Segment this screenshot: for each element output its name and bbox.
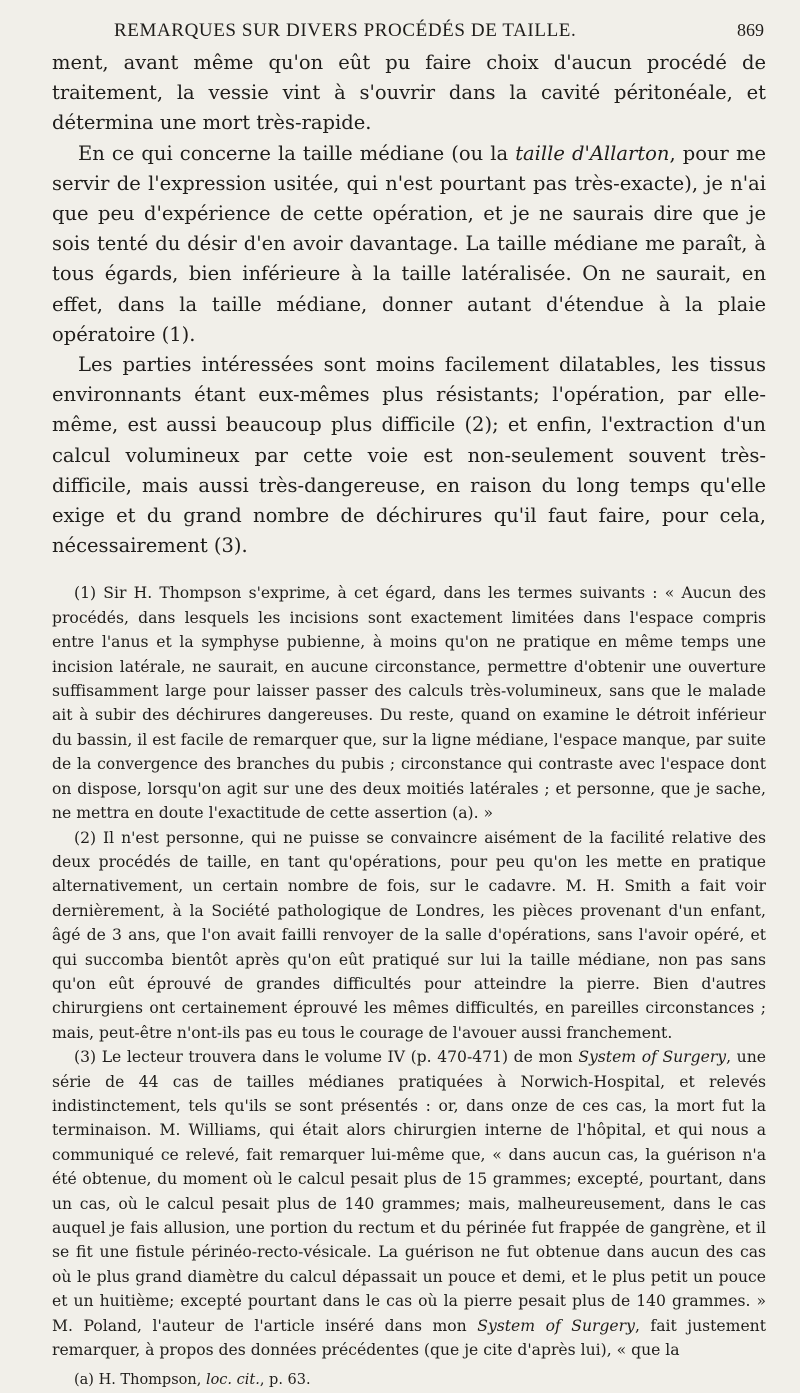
footnote-1: (1) Sir H. Thompson s'exprime, à cet égard, dans les termes suivants : « Aucun des procédés, dans lesquels les incisions sont exactement limitées dans l'espace compris entre l'anus et la symphyse pubienne, à moins qu'on ne pratique en même temps une incision latérale, ne saurait, en aucune circonstance, permettre d'obtenir une ouverture suffisamment large pour laisser passer des calculs très-volumineux, sans que le malade ait à subir des déchirures dangereuses. Du reste, quand on examine le détroit inférieur du bassin, il est facile de remarquer que, sur la ligne médiane, l'espace manque, par suite de la convergence des branches du pubis ; circonstance qui contraste avec l'espace dont on dispose, lorsqu'on agit sur une des deux moitiés latérales ; et personne, que je sache, ne mettra en doute l'exactitude de cette assertion (a). » xyxy=(52,584,766,823)
footnote-a-italic: loc. cit. xyxy=(205,1372,260,1389)
paragraph-2-italic: taille d'Allarton xyxy=(515,141,670,165)
page-header xyxy=(52,12,766,48)
footnote-2: (2) Il n'est personne, qui ne puisse se convaincre aisément de la facilité relative des deux procédés de taille, en tant qu'opérations, pour peu qu'on les mette en pratique alternativement, un certain nombre de fois, sur le cadavre. M. H. Smith a fait voir dernièrement, à la Société pathologique de Londres, les pièces provenant d'un enfant, âgé de 3 ans, que l'on avait failli renvoyer de la salle d'opérations, sans l'avoir opéré, et qui succomba bientôt après qu'on eût pratiqué sur lui la taille médiane, non pas sans qu'on eût éprouvé de grandes difficultés pour atteindre la pierre. Bien d'autres chirurgiens ont certainement éprouvé les mêmes difficultés, en pareilles circonstances ; mais, peut-être n'ont-ils pas eu tous le courage de l'avouer aussi franchement. xyxy=(52,828,766,1042)
book-page xyxy=(52,12,766,1393)
footnotes xyxy=(52,581,766,1392)
paragraph-2-start: En ce qui concerne la taille médiane (ou la xyxy=(78,141,516,165)
running-head: REMARQUES SUR DIVERS PROCÉDÉS DE TAILLE. xyxy=(114,20,577,41)
paragraph-2-end: , pour me servir de l'expression usitée, qui n'est pourtant pas très-exacte), je n'ai que peu d'expérience de cette opération, et je ne saurais dire que je sois tenté du désir d'en avoir davantage. La taille médiane me paraît, à tous égards, bien inférieure à la taille latéralisée. On ne saurait, en effet, dans la taille médiane, donner autant d'étendue à la plaie opératoire (1). xyxy=(52,141,766,346)
main-text xyxy=(52,48,766,561)
footnote-3-part-c: , fait justement remarquer, à propos des données précédentes (que je cite d'après lui), « que la xyxy=(52,1316,766,1360)
paragraph-3: Les parties intéressées sont moins facilement dilatables, les tissus environnants étant eux-mêmes plus résistants; l'opération, par elle-même, est aussi beaucoup plus difficile (2); et enfin, l'extraction d'un calcul volumineux par cette voie est non-seulement souvent très-difficile, mais aussi très-dangereuse, en raison du long temps qu'elle exige et du grand nombre de déchirures qu'il faut faire, pour cela, nécessairement (3). xyxy=(52,353,766,558)
footnote-a-start: (a) H. Thompson, xyxy=(74,1372,206,1389)
footnote-a xyxy=(52,1368,766,1392)
footnote-3-part-b: , une série de 44 cas de tailles médianes pratiquées à Norwich-Hospital, et relevés indistinctement, tels qu'ils se sont présentés : or, dans onze de ces cas, la mort fut la terminaison. M. Williams, qui était alors chirurgien interne de l'hôpital, et qui nous a communiqué ce relevé, fait remarquer lui-même que, « dans aucun cas, la guérison n'a été obtenue, du moment où le calcul pesait plus de 15 grammes; excepté, pourtant, dans un cas, où le calcul pesait plus de 140 grammes; mais, malheureusement, dans le cas auquel je fais allusion, une portion du rectum et du périnée fut frappée de gangrène, et il se fit une fistule périnéo-recto-vésicale. La guérison ne fut obtenue dans aucun des cas où le plus grand diamètre du calcul dépassait un pouce et demi, et le plus petit un pouce et un huitième; excepté pourtant dans le cas où la pierre pesait plus de 140 grammes. » M. Poland, l'auteur de l'article inséré dans mon xyxy=(52,1048,766,1335)
page-number: 869 xyxy=(737,20,764,40)
footnote-3-title-2: System of Surgery xyxy=(477,1316,635,1335)
footnote-3-title-1: System of Surgery xyxy=(578,1048,727,1067)
paragraph-2 xyxy=(52,139,766,350)
footnote-3-part-a: (3) Le lecteur trouvera dans le volume IV (p. 470-471) de mon xyxy=(74,1048,579,1067)
paragraph-1: ment, avant même qu'on eût pu faire choix d'aucun procédé de traitement, la vessie vint à s'ouvrir dans la cavité péritonéale, et détermina une mort très-rapide. xyxy=(52,51,766,135)
footnote-3 xyxy=(52,1045,766,1362)
footnote-a-end: , p. 63. xyxy=(259,1372,311,1389)
